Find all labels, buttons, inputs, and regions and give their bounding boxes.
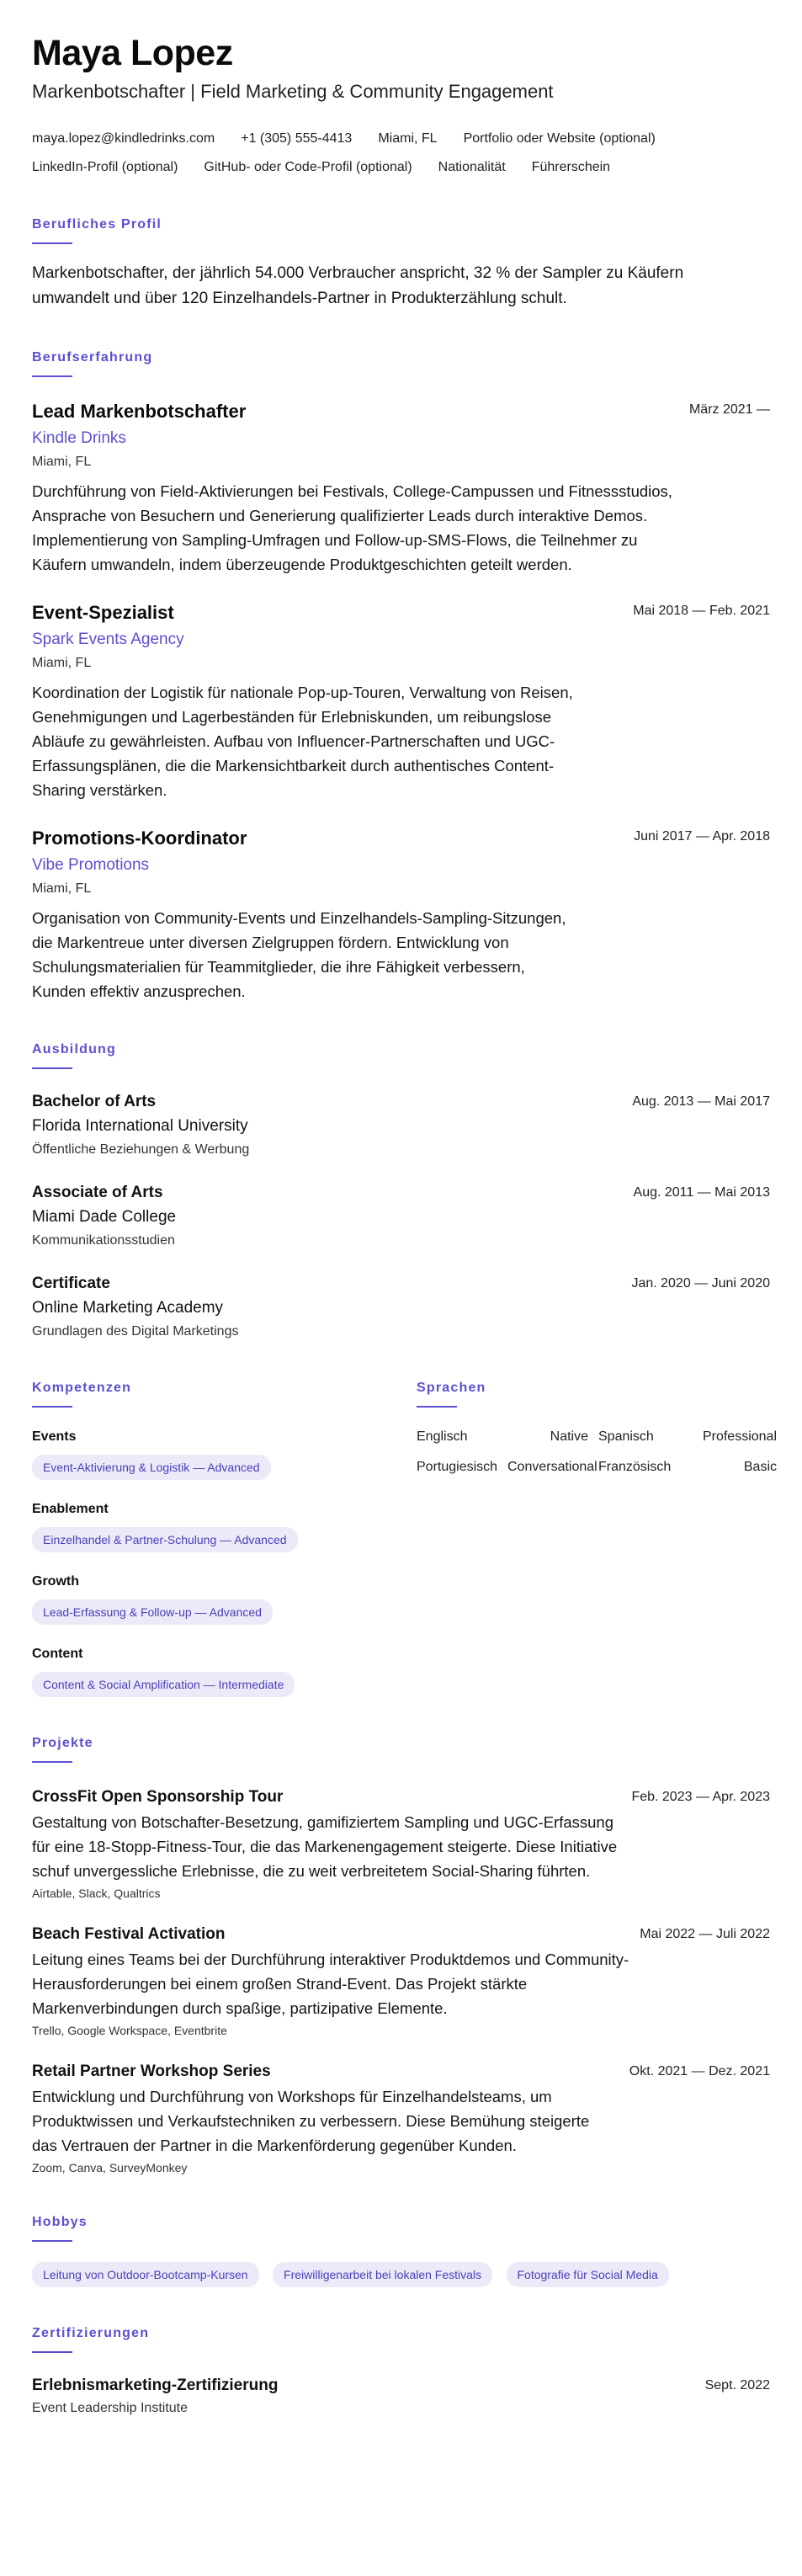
- skill-category: Content: [32, 1647, 83, 1661]
- skill-pill: Lead-Erfassung & Follow-up — Advanced: [32, 1599, 273, 1625]
- job-company: Vibe Promotions: [32, 856, 150, 874]
- job-location: Miami, FL: [32, 881, 92, 896]
- project-tools: Trello, Google Workspace, Eventbrite: [32, 2024, 227, 2037]
- language-level: Conversational: [507, 1460, 598, 1474]
- skill-group: [32, 1500, 417, 1552]
- job-entry: [32, 826, 770, 1003]
- education-section: [32, 1041, 770, 1342]
- education-field: Öffentliche Beziehungen & Werbung: [32, 1142, 250, 1157]
- section-title-profile: Berufliches Profil: [32, 217, 162, 232]
- certification-title: Erlebnismarketing-Zertifizierung: [32, 2376, 279, 2394]
- job-date: März 2021 —: [688, 402, 770, 417]
- section-divider: [32, 375, 72, 377]
- section-divider: [32, 1067, 72, 1069]
- contact-location: Miami, FL: [378, 131, 438, 146]
- language-name: Französisch: [598, 1460, 672, 1474]
- section-title-hobbies: Hobbys: [32, 2215, 88, 2229]
- section-divider: [32, 2351, 72, 2353]
- hobby-pill: Leitung von Outdoor-Bootcamp-Kursen: [32, 2262, 259, 2287]
- hobbies-list: [32, 2254, 770, 2287]
- job-company: Kindle Drinks: [32, 429, 126, 447]
- skill-pill: Content & Social Amplification — Intermediate: [32, 1672, 295, 1697]
- job-description: Organisation von Community-Events und Einzelhandels-Sampling-Sitzungen, die Markentreue unter diversen Zielgruppen fördern. Entwicklung von Schulungsmaterialien für Teammitglieder, die ihre Fähigkeit verbessern, Kunden effektiv anzusprechen.: [32, 909, 566, 1000]
- hobby-pill: Freiwilligenarbeit bei lokalen Festivals: [273, 2262, 492, 2287]
- contact-info: [32, 125, 770, 182]
- skills-languages-row: [32, 1379, 777, 1697]
- education-school: Online Marketing Academy: [32, 1299, 224, 1317]
- project-date: Okt. 2021 — Dez. 2021: [629, 2064, 770, 2078]
- skill-pill: Event-Aktivierung & Logistik — Advanced: [32, 1455, 271, 1480]
- job-entry: [32, 600, 770, 802]
- contact-github: GitHub- oder Code-Profil (optional): [204, 160, 412, 174]
- project-entry: [32, 2061, 770, 2176]
- contact-linkedin: LinkedIn-Profil (optional): [32, 160, 178, 174]
- section-title-skills: Kompetenzen: [32, 1381, 132, 1395]
- job-description: Durchführung von Field-Aktivierungen bei Festivals, College-Campussen und Fitnessstudios, Ansprache von Besuchern und Generierung qualifizierter Leads durch interaktive Demos. Implementierung von Sampling-Umfragen und Follow-up-SMS-Flows, die Teilnehmer zu Käufern umwandeln, indem überzeugende Produktgeschichten geteilt werden.: [32, 482, 672, 573]
- section-divider: [32, 2240, 72, 2242]
- project-date: Feb. 2023 — Apr. 2023: [631, 1790, 770, 1804]
- contact-phone: +1 (305) 555-4413: [241, 131, 353, 146]
- project-tools: Zoom, Canva, SurveyMonkey: [32, 2161, 188, 2174]
- skill-group: [32, 1645, 417, 1697]
- education-school: Miami Dade College: [32, 1208, 177, 1226]
- section-divider: [32, 242, 72, 244]
- section-title-education: Ausbildung: [32, 1042, 116, 1056]
- job-date: Juni 2017 — Apr. 2018: [634, 829, 770, 844]
- languages-list: [417, 1428, 777, 1477]
- skill-pill: Einzelhandel & Partner-Schulung — Advanced: [32, 1527, 298, 1552]
- project-entry: [32, 1786, 770, 1902]
- project-title: Retail Partner Workshop Series: [32, 2062, 271, 2080]
- certifications-section: [32, 2324, 770, 2419]
- education-school: Florida International University: [32, 1117, 248, 1135]
- job-title: Lead Markenbotschafter: [32, 401, 247, 422]
- job-title: Event-Spezialist: [32, 602, 174, 623]
- language-name: Englisch: [417, 1429, 468, 1444]
- skill-category: Growth: [32, 1574, 79, 1589]
- section-title-languages: Sprachen: [417, 1381, 486, 1395]
- section-title-experience: Berufserfahrung: [32, 350, 153, 365]
- experience-section: [32, 349, 770, 1003]
- education-date: Jan. 2020 — Juni 2020: [631, 1276, 770, 1291]
- project-tools: Airtable, Slack, Qualtrics: [32, 1887, 161, 1900]
- skill-group: [32, 1428, 417, 1480]
- language-name: Spanisch: [598, 1429, 654, 1444]
- education-date: Aug. 2013 — Mai 2017: [632, 1094, 770, 1109]
- job-company: Spark Events Agency: [32, 631, 184, 648]
- section-title-certifications: Zertifizierungen: [32, 2326, 150, 2340]
- education-entry: [32, 1182, 770, 1251]
- contact-portfolio: Portfolio oder Website (optional): [463, 131, 656, 146]
- profile-summary: Markenbotschafter, der jährlich 54.000 Verbraucher anspricht, 32 % der Sampler zu Käufern umwandelt und über 120 Einzelhandels-Partner in Produkterzählung schult.: [32, 264, 684, 307]
- education-field: Kommunikationsstudien: [32, 1233, 175, 1248]
- section-title-projects: Projekte: [32, 1736, 93, 1750]
- project-description: Leitung eines Teams bei der Durchführung interaktiver Produktdemos und Community-Herausforderungen bei einem großen Strand-Event. Das Projekt stärkte Markenverbindungen durch spaßige, partizipative Elemente.: [32, 1951, 629, 2017]
- contact-license: Führerschein: [531, 160, 611, 174]
- profile-section: [32, 216, 770, 311]
- language-name: Portugiesisch: [417, 1460, 498, 1474]
- resume-header: [32, 32, 770, 182]
- candidate-headline: Markenbotschafter | Field Marketing & Community Engagement: [32, 81, 554, 102]
- project-description: Gestaltung von Botschafter-Besetzung, gamifiziertem Sampling und UGC-Erfassung für eine 18-Stopp-Fitness-Tour, die das Markenengagement steigerte. Diese Initiative schuf unvergessliche Erlebnisse, die zu weit verbreitetem Social-Sharing führten.: [32, 1813, 618, 1880]
- certification-entry: [32, 2375, 770, 2419]
- skill-category: Enablement: [32, 1502, 109, 1516]
- job-location: Miami, FL: [32, 656, 92, 670]
- projects-section: [32, 1734, 770, 2176]
- education-field: Grundlagen des Digital Marketings: [32, 1324, 239, 1339]
- certification-date: Sept. 2022: [704, 2378, 770, 2392]
- language-level: Native: [550, 1429, 588, 1444]
- project-title: CrossFit Open Sponsorship Tour: [32, 1788, 284, 1806]
- skill-category: Events: [32, 1429, 77, 1444]
- job-entry: [32, 399, 770, 577]
- education-degree: Bachelor of Arts: [32, 1093, 157, 1110]
- contact-email: maya.lopez@kindledrinks.com: [32, 131, 215, 146]
- section-divider: [32, 1406, 72, 1408]
- certification-issuer: Event Leadership Institute: [32, 2401, 189, 2415]
- job-title: Promotions-Koordinator: [32, 828, 247, 849]
- project-description: Entwicklung und Durchführung von Workshops für Einzelhandelsteams, um Produktwissen und Verkaufstechniken zu verbessern. Diese Bemühung steigerte das Vertrauen der Partner in die Markenförderung gegenüber Kunden.: [32, 2088, 590, 2154]
- education-degree: Associate of Arts: [32, 1184, 163, 1201]
- skill-group: [32, 1573, 417, 1625]
- education-degree: Certificate: [32, 1275, 110, 1292]
- project-date: Mai 2022 — Juli 2022: [640, 1927, 770, 1941]
- candidate-name: Maya Lopez: [32, 33, 233, 73]
- job-date: Mai 2018 — Feb. 2021: [633, 604, 770, 618]
- hobby-pill: Fotografie für Social Media: [507, 2262, 669, 2287]
- language-level: Basic: [743, 1460, 777, 1474]
- project-title: Beach Festival Activation: [32, 1925, 226, 1943]
- languages-section: [417, 1379, 777, 1697]
- education-date: Aug. 2011 — Mai 2013: [633, 1185, 770, 1200]
- language-level: Professional: [702, 1429, 777, 1444]
- section-divider: [32, 1761, 72, 1763]
- hobbies-section: [32, 2213, 770, 2287]
- project-entry: [32, 1924, 770, 2039]
- section-divider: [417, 1406, 457, 1408]
- job-location: Miami, FL: [32, 455, 92, 469]
- education-entry: [32, 1273, 770, 1342]
- contact-nationality: Nationalität: [438, 160, 506, 174]
- skills-section: [32, 1379, 417, 1697]
- job-description: Koordination der Logistik für nationale Pop-up-Touren, Verwaltung von Reisen, Genehmigungen und Lagerbeständen für Erlebniskunden, um reibungslose Abläufe zu gewährleisten. Aufbau von Influencer-Partnerschaften und UGC-Erfassungsplänen, die die Markensichtbarkeit durch authentisches Content-Sharing verstärken.: [32, 684, 573, 799]
- education-entry: [32, 1091, 770, 1160]
